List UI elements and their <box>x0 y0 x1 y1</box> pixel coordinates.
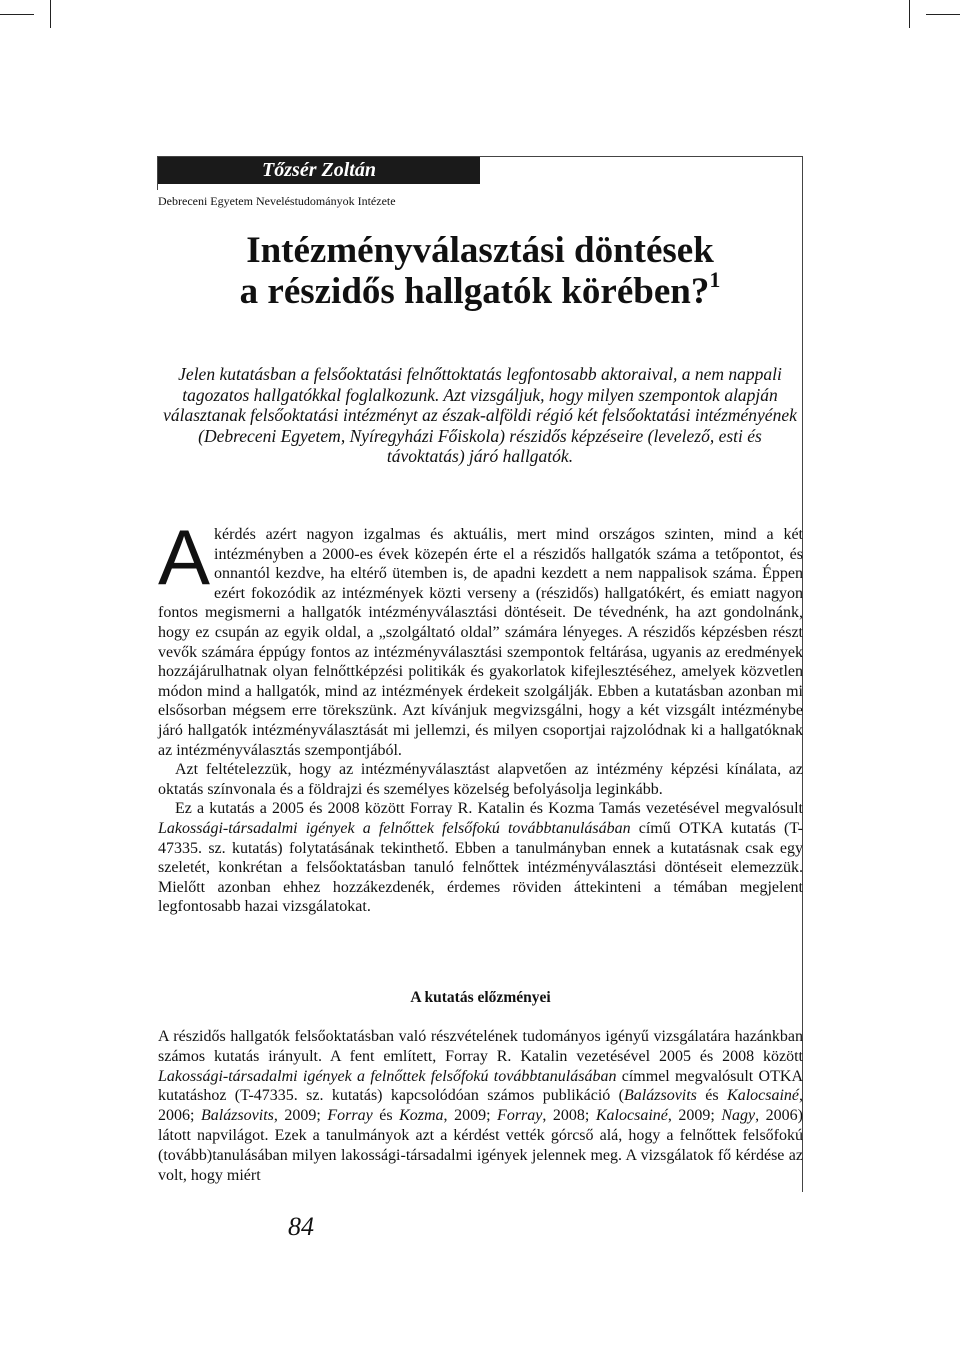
section-paragraph-1 <box>158 1027 803 1185</box>
section-text-2: címmel megvalósult OTKA kutatáshoz (T-47335. sz. kutatás) kapcsolódóan számos publikáció ( <box>158 1067 803 1105</box>
citation-author: Kalocsainé <box>595 1107 668 1125</box>
article-title <box>170 230 790 312</box>
section-italic-title: Lakossági-társadalmi igények a felnőttek felsőfokú továbbtanulásában <box>158 1067 617 1085</box>
section-text-1: A részidős hallgatók felsőoktatásban való részvételének tudományos igényű vizsgálatára hazánkban számos kutatás irányult. A fent említett, Forray R. Katalin vezetésével 2005 és 2008 között <box>158 1028 803 1065</box>
citation-connector: , 2006; <box>158 1087 804 1125</box>
page-number: 84 <box>288 1212 314 1241</box>
body-paragraph-1-text: kérdés azért nagyon izgalmas és aktuális, mert mind országos szinten, mind a két intézményben a 2000-es évek közepén érte el a részidős hallgatók száma a tetőpontot, és onnantól kezdve, ha eltérő ütemben is, de apadni kezdett a nem nappalisok száma. Éppen ezért fokozódik az intézmények közti verseny a (részidős) hallgatókért, és emiatt nagyon fontos megismerni a hallgatók intézményválasztási döntéseit. De tévednénk, ha azt gondolnánk, hogy ez csupán az egyik oldal, a „szolgáltató oldal” számára lényeges. A részidős képzésben részt vevők számára éppúgy fontos az intézményválasztási szempontok feltárása, ugyanis az eredmények hozzájárulhatnak olyan felnőttképzési politikák és gyakorlatok kifejlesztéséhez, amelyek közvetlen módon mind a hallgatók, mind az intézmények érdekeit szolgálják. Ebben a kutatásban azonban mi elsősorban mégsem erre törekszünk. Azt kívánjuk megvizsgálni, hogy a két vizsgált intézménybe járó hallgatók intézményválasztását mi jellemzi, és milyen csoportjai rajzolódnak ki a hallgatóknak az intézményválasztás szempontjából. <box>158 526 803 759</box>
citation-author: Kalocsainé <box>727 1087 800 1105</box>
drop-cap: A <box>158 513 211 601</box>
author-affiliation: Debreceni Egyetem Neveléstudományok Intézete <box>158 194 396 208</box>
title-footnote-mark: 1 <box>709 267 721 292</box>
abstract-text: Jelen kutatásban a felsőoktatási felnőttoktatás legfontosabb aktoraival, a nem nappali tagozatos hallgatókkal foglalkozunk. Azt vizsgáljuk, hogy milyen szempontok alapján választanak felsőoktatási intézményt az észak-alföldi régió két felsőoktatási intézményének (Debreceni Egyetem, Nyíregyházi Főiskola) részidős képzéseire (levelező, esti és távoktatás) járó hallgatók. <box>163 364 797 466</box>
body-paragraph-3-text-b: című OTKA kutatás (T-47335. sz. kutatás) folytatásának tekinthető. Ebben a tanulmányban ennek a kutatásnak csak egy szeletét, konkrétan a felsőoktatásban tanuló felnőttek intézményválasztási döntéseit elemezzük. Mielőtt azonban ehhez hozzákezdenék, érdemes röviden áttekinteni a témában megjelent legfontosabb hazai vizsgálatokat. <box>158 819 804 916</box>
body-paragraph-2: Azt feltételezzük, hogy az intézményválasztást alapvetően az intézmény képzési kínálata, az oktatás színvonala és a földrajzi és személyes közelség befolyásolja leginkább. <box>158 761 803 798</box>
citation-author: Balázsovits <box>624 1087 697 1105</box>
body-paragraph-3-text-a: Ez a kutatás a 2005 és 2008 között Forray R. Katalin és Kozma Tamás vezetésével megvalósult <box>175 800 803 818</box>
citation-author: Nagy <box>721 1107 756 1125</box>
title-line-2-text: a részidős hallgatók körében? <box>239 271 710 312</box>
citation-connector: , 2009; <box>273 1107 328 1125</box>
section-text-end: , 2006) látott napvilágot. Ezek a tanulmányok azt a kérdést vették górcső alá, hogy a felnőttek felsőfokú (tovább)tanulásában milyen lakossági-társadalmi igények jelennek meg. A vizsgálatok fő kérdése az volt, hogy miért <box>158 1107 804 1184</box>
crop-mark-top-left <box>0 14 34 15</box>
section-heading: A kutatás előzményei <box>410 989 551 1006</box>
citation-author: Kozma <box>399 1107 444 1125</box>
abstract <box>160 364 800 467</box>
crop-mark-top-right-v <box>909 0 910 28</box>
author-name: Tőzsér Zoltán <box>158 157 480 184</box>
citation-author: Forray <box>497 1107 543 1125</box>
article-body <box>158 513 804 917</box>
citation-author: Forray <box>327 1107 373 1125</box>
citation-connector: és <box>696 1087 728 1105</box>
crop-mark-top-left-v <box>50 0 51 28</box>
title-line-2 <box>170 267 790 312</box>
body-paragraph-3 <box>158 799 803 917</box>
crop-mark-top-right <box>926 14 960 15</box>
citation-connector: , 2009; <box>667 1107 722 1125</box>
body-paragraph-3-italic-title: Lakossági-társadalmi igények a felnőttek felsőfokú továbbtanulásában <box>158 819 631 837</box>
citation-connector: , 2008; <box>542 1107 596 1125</box>
body-paragraph-1 <box>158 513 803 760</box>
section-body <box>158 1027 803 1185</box>
citation-author: Balázsovits <box>200 1107 274 1125</box>
title-line-1: Intézményválasztási döntések <box>246 230 714 271</box>
citation-connector: , 2009; <box>443 1107 498 1125</box>
citation-connector: és <box>372 1107 400 1125</box>
